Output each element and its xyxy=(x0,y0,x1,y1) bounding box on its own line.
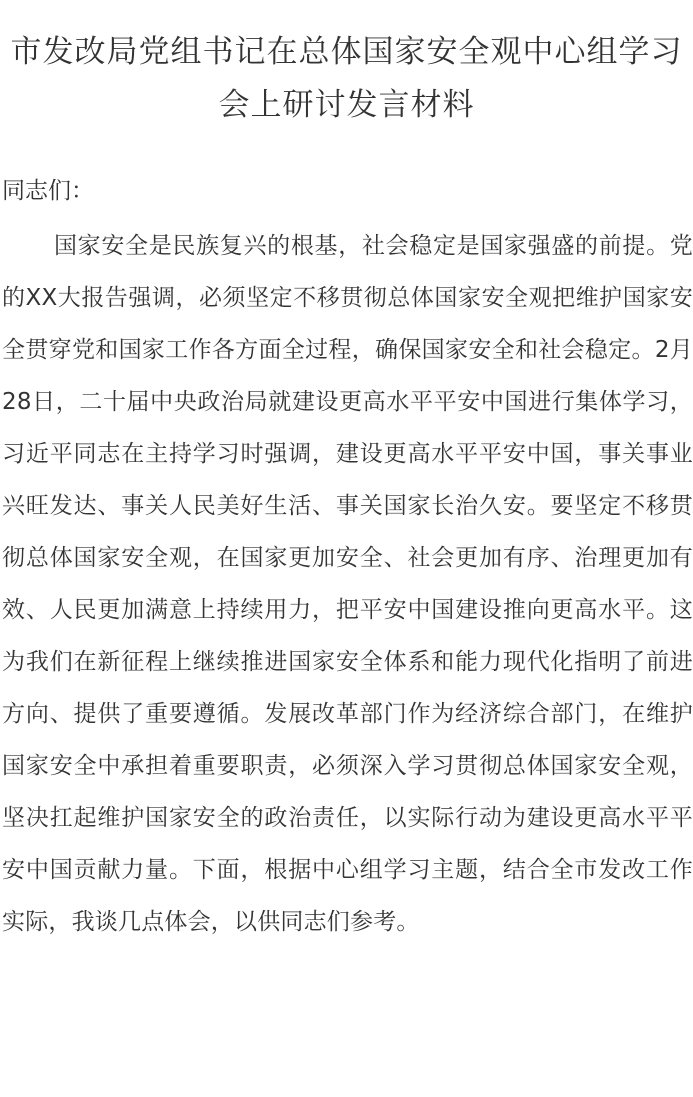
body-paragraph: 国家安全是民族复兴的根基，社会稳定是国家强盛的前提。党的XX大报告强调，必须坚定不移贯彻总体国家安全观把维护国家安全贯穿党和国家工作各方面全过程，确保国家安全和社会稳定。2月28日，二十届中央政治局就建设更高水平平安中国进行集体学习，习近平同志在主持学习时强调，建设更高水平平安中国，事关事业兴旺发达、事关人民美好生活、事关国家长治久安。要坚定不移贯彻总体国家安全观，在国家更加安全、社会更加有序、治理更加有效、人民更加满意上持续用力，把平安中国建设推向更高水平。这为我们在新征程上继续推进国家安全体系和能力现代化指明了前进方向、提供了重要遵循。发展改革部门作为经济综合部门，在维护国家安全中承担着重要职责，必须深入学习贯彻总体国家安全观，坚决扛起维护国家安全的政治责任，以实际行动为建设更高水平平安中国贡献力量。下面，根据中心组学习主题，结合全市发改工作实际，我谈几点体会，以供同志们参考。 xyxy=(2,233,693,935)
document-title: 市发改局党组书记在总体国家安全观中心组学习会上研讨发言材料 xyxy=(10,34,683,123)
salutation: 同志们： xyxy=(2,178,94,204)
